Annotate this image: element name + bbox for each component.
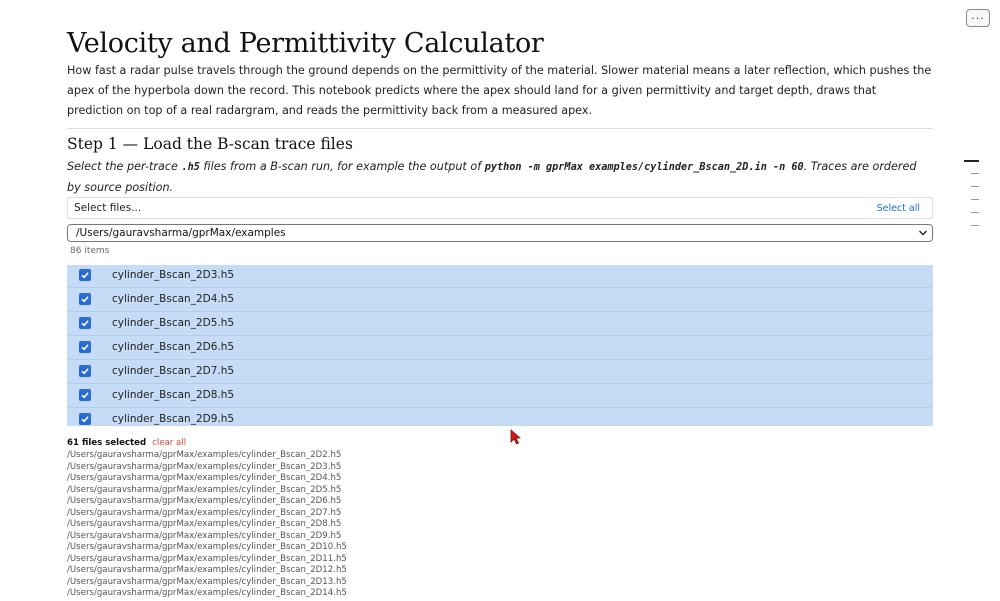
checkmark-icon: [80, 414, 90, 424]
mouse-pointer-icon: [510, 429, 521, 445]
checkmark-icon: [80, 342, 90, 352]
file-row[interactable]: [67, 360, 933, 384]
desc-text-b: files from a B-scan run, for example the output of: [199, 160, 485, 173]
file-name: cylinder_Bscan_2D9.h5: [112, 413, 235, 425]
file-checkbox[interactable]: [79, 293, 91, 305]
directory-value: /Users/gauravsharma/gprMax/examples: [76, 227, 286, 239]
directory-select[interactable]: [67, 224, 933, 242]
file-checkbox[interactable]: [79, 365, 91, 377]
chevron-down-icon: [918, 228, 928, 238]
desc-text-a: Select the per-trace: [67, 160, 182, 173]
toc-item-active[interactable]: [964, 160, 979, 162]
more-options-button[interactable]: ···: [966, 9, 990, 27]
toc-item[interactable]: [971, 212, 979, 213]
toc-item[interactable]: [971, 173, 979, 174]
selected-path-item: /Users/gauravsharma/gprMax/examples/cylinder_Bscan_2D9.h5: [67, 530, 342, 541]
file-checkbox[interactable]: [79, 413, 91, 425]
selection-summary: [67, 438, 186, 448]
step-1-description: [67, 157, 933, 197]
selected-count: 61 files selected: [67, 438, 147, 448]
checkmark-icon: [80, 318, 90, 328]
file-row[interactable]: [67, 384, 933, 408]
checkmark-icon: [80, 294, 90, 304]
toc-item[interactable]: [971, 225, 979, 226]
page-title: Velocity and Permittivity Calculator: [67, 28, 544, 59]
file-name: cylinder_Bscan_2D8.h5: [112, 389, 235, 401]
desc-code-command: python -m gprMax examples/cylinder_Bscan_2D.in -n 60: [484, 162, 804, 173]
file-list[interactable]: [67, 265, 933, 426]
file-checkbox[interactable]: [79, 269, 91, 281]
selected-path-item: /Users/gauravsharma/gprMax/examples/cylinder_Bscan_2D10.h5: [67, 542, 347, 552]
toc-item[interactable]: [971, 199, 979, 200]
file-checkbox[interactable]: [79, 389, 91, 401]
select-files-field[interactable]: [67, 197, 933, 219]
file-row[interactable]: [67, 265, 933, 288]
selected-path-item: /Users/gauravsharma/gprMax/examples/cylinder_Bscan_2D13.h5: [67, 576, 347, 587]
checkmark-icon: [80, 366, 90, 376]
file-name: cylinder_Bscan_2D6.h5: [112, 341, 235, 353]
selected-path-item: /Users/gauravsharma/gprMax/examples/cylinder_Bscan_2D12.h5: [67, 565, 347, 575]
selected-path-item: /Users/gauravsharma/gprMax/examples/cylinder_Bscan_2D4.h5: [67, 473, 342, 483]
file-row[interactable]: [67, 336, 933, 360]
file-name: cylinder_Bscan_2D5.h5: [112, 317, 235, 329]
checkmark-icon: [80, 390, 90, 400]
selected-paths-list: [67, 450, 347, 600]
section-divider: [67, 128, 933, 129]
file-name: cylinder_Bscan_2D7.h5: [112, 365, 235, 377]
selected-path-item: /Users/gauravsharma/gprMax/examples/cylinder_Bscan_2D5.h5: [67, 484, 342, 495]
item-count: 86 items: [70, 246, 110, 256]
file-name: cylinder_Bscan_2D4.h5: [112, 293, 235, 305]
select-files-placeholder: Select files...: [74, 202, 142, 214]
intro-paragraph: How fast a radar pulse travels through the ground depends on the permittivity of the material. Slower material means a later reflection, which pushes the apex of the hyperbola down the record. This notebook predicts where the apex should land for a given permittivity and target depth, draws that prediction on top of a real radargram, and reads the permittivity back from a measured apex.: [67, 64, 932, 118]
file-name: cylinder_Bscan_2D3.h5: [112, 269, 235, 281]
desc-text-c: . Traces are ordered by source position.: [67, 160, 917, 194]
file-row[interactable]: [67, 312, 933, 336]
selected-path-item: /Users/gauravsharma/gprMax/examples/cylinder_Bscan_2D11.h5: [67, 553, 347, 564]
file-checkbox[interactable]: [79, 317, 91, 329]
selected-path-item: /Users/gauravsharma/gprMax/examples/cylinder_Bscan_2D2.h5: [67, 450, 342, 460]
select-all-link[interactable]: Select all: [876, 203, 920, 214]
checkmark-icon: [80, 270, 90, 280]
selected-path-item: /Users/gauravsharma/gprMax/examples/cylinder_Bscan_2D6.h5: [67, 496, 342, 506]
selected-path-item: /Users/gauravsharma/gprMax/examples/cylinder_Bscan_2D3.h5: [67, 461, 342, 472]
selected-path-item: /Users/gauravsharma/gprMax/examples/cylinder_Bscan_2D7.h5: [67, 507, 342, 518]
toc-item[interactable]: [971, 186, 979, 187]
selected-path-item: /Users/gauravsharma/gprMax/examples/cylinder_Bscan_2D14.h5: [67, 588, 347, 598]
file-checkbox[interactable]: [79, 341, 91, 353]
file-row[interactable]: [67, 408, 933, 426]
step-1-title: Step 1 — Load the B-scan trace files: [67, 135, 353, 153]
clear-all-link[interactable]: clear all: [152, 438, 187, 448]
file-row[interactable]: [67, 288, 933, 312]
desc-code-extension: .h5: [181, 162, 200, 173]
selected-path-item: /Users/gauravsharma/gprMax/examples/cylinder_Bscan_2D8.h5: [67, 519, 342, 529]
